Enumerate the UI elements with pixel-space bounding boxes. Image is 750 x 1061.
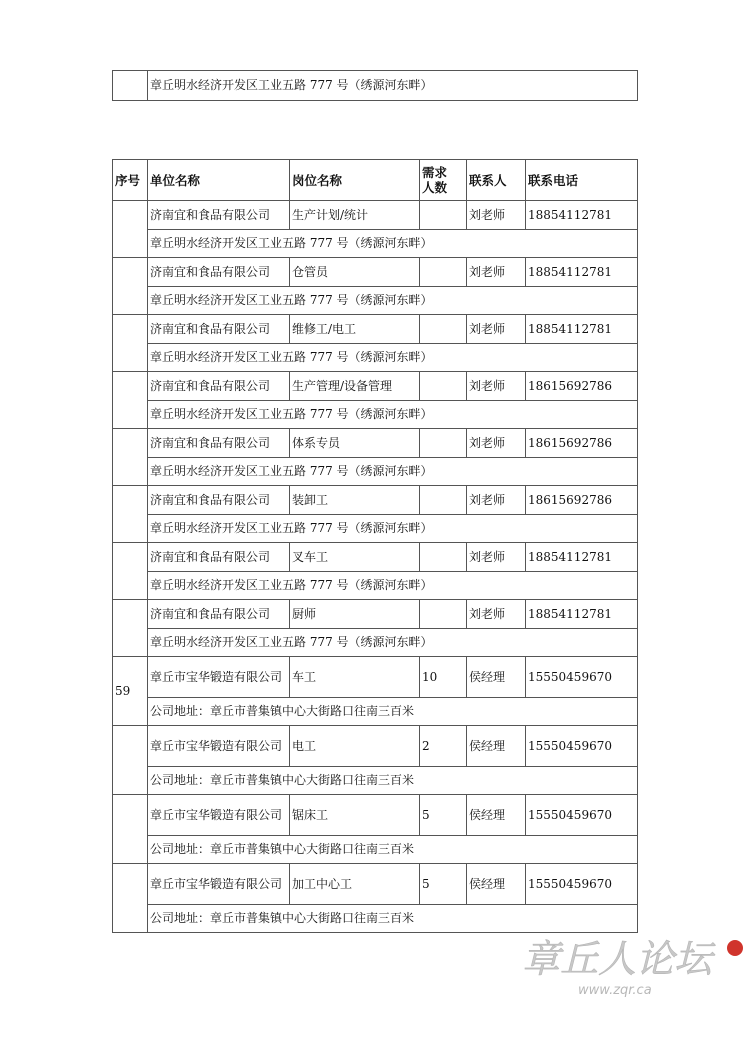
table-row <box>113 429 638 458</box>
contact-cell: 刘老师 <box>467 600 526 629</box>
contact-cell: 侯经理 <box>467 864 526 905</box>
count-cell <box>420 315 467 344</box>
phone-cell: 18854112781 <box>526 315 638 344</box>
phone-cell: 18854112781 <box>526 201 638 230</box>
watermark-url: www.zqr.ca <box>578 983 652 998</box>
phone-cell: 18615692786 <box>526 486 638 515</box>
position-cell: 装卸工 <box>290 486 420 515</box>
position-cell: 仓管员 <box>290 258 420 287</box>
contact-cell: 侯经理 <box>467 795 526 836</box>
phone-cell: 18615692786 <box>526 372 638 401</box>
count-cell: 5 <box>420 864 467 905</box>
company-cell: 济南宜和食品有限公司 <box>148 372 290 401</box>
phone-cell: 18854112781 <box>526 600 638 629</box>
company-cell: 章丘市宝华锻造有限公司 <box>148 657 290 698</box>
header-count <box>420 160 467 201</box>
position-cell: 生产计划/统计 <box>290 201 420 230</box>
contact-cell: 刘老师 <box>467 486 526 515</box>
count-cell: 2 <box>420 726 467 767</box>
header-seq: 序号 <box>113 160 148 201</box>
address-cell: 章丘明水经济开发区工业五路 777 号（绣源河东畔） <box>148 230 638 258</box>
phone-cell: 15550459670 <box>526 795 638 836</box>
seq-cell <box>113 864 148 933</box>
position-cell: 体系专员 <box>290 429 420 458</box>
forum-watermark <box>520 928 745 1000</box>
count-cell <box>420 372 467 401</box>
table-header-row <box>113 160 638 201</box>
seq-cell <box>113 429 148 486</box>
header-phone: 联系电话 <box>526 160 638 201</box>
seq-cell <box>113 726 148 795</box>
seq-cell <box>113 486 148 543</box>
table-address-row <box>113 698 638 726</box>
recruitment-table <box>112 159 638 933</box>
watermark-seal-icon <box>727 940 743 956</box>
table-row <box>113 315 638 344</box>
address-cell: 章丘明水经济开发区工业五路 777 号（绣源河东畔） <box>148 344 638 372</box>
address-cell: 章丘明水经济开发区工业五路 777 号（绣源河东畔） <box>148 458 638 486</box>
phone-cell: 15550459670 <box>526 726 638 767</box>
table-row <box>113 201 638 230</box>
header-position: 岗位名称 <box>290 160 420 201</box>
company-cell: 济南宜和食品有限公司 <box>148 258 290 287</box>
count-cell <box>420 201 467 230</box>
count-cell <box>420 600 467 629</box>
company-cell: 济南宜和食品有限公司 <box>148 543 290 572</box>
address-cell: 公司地址：章丘市普集镇中心大街路口往南三百米 <box>148 698 638 726</box>
company-cell: 济南宜和食品有限公司 <box>148 600 290 629</box>
phone-cell: 18854112781 <box>526 543 638 572</box>
table-row <box>113 795 638 836</box>
company-cell: 济南宜和食品有限公司 <box>148 429 290 458</box>
table-address-row <box>113 836 638 864</box>
address-cell: 章丘明水经济开发区工业五路 777 号（绣源河东畔） <box>148 629 638 657</box>
table-address-row <box>113 344 638 372</box>
address-cell: 章丘明水经济开发区工业五路 777 号（绣源河东畔） <box>148 515 638 543</box>
seq-cell <box>113 795 148 864</box>
count-cell <box>420 486 467 515</box>
table-address-row <box>113 287 638 315</box>
contact-cell: 刘老师 <box>467 429 526 458</box>
seq-cell <box>113 600 148 657</box>
table-row <box>113 864 638 905</box>
address-cell: 章丘明水经济开发区工业五路 777 号（绣源河东畔） <box>148 572 638 600</box>
table-row <box>113 543 638 572</box>
table-row <box>113 486 638 515</box>
address-cell: 章丘明水经济开发区工业五路 777 号（绣源河东畔） <box>148 287 638 315</box>
table-address-row <box>113 629 638 657</box>
header-count-line1: 需求 <box>422 165 448 180</box>
contact-cell: 侯经理 <box>467 726 526 767</box>
watermark-text: 章丘人论坛 <box>522 937 713 981</box>
count-cell <box>420 258 467 287</box>
address-cell: 公司地址：章丘市普集镇中心大街路口往南三百米 <box>148 767 638 795</box>
fragment-address-cell: 章丘明水经济开发区工业五路 777 号（绣源河东畔） <box>148 71 638 101</box>
header-contact: 联系人 <box>467 160 526 201</box>
position-cell: 厨师 <box>290 600 420 629</box>
count-cell: 5 <box>420 795 467 836</box>
phone-cell: 15550459670 <box>526 657 638 698</box>
position-cell: 加工中心工 <box>290 864 420 905</box>
table-address-row <box>113 515 638 543</box>
contact-cell: 刘老师 <box>467 258 526 287</box>
table-address-row <box>113 458 638 486</box>
company-cell: 章丘市宝华锻造有限公司 <box>148 795 290 836</box>
table-address-row <box>113 401 638 429</box>
table-row <box>113 600 638 629</box>
count-cell: 10 <box>420 657 467 698</box>
phone-cell: 18615692786 <box>526 429 638 458</box>
table-row <box>113 726 638 767</box>
header-company: 单位名称 <box>148 160 290 201</box>
seq-cell <box>113 258 148 315</box>
position-cell: 锯床工 <box>290 795 420 836</box>
seq-cell <box>113 543 148 600</box>
count-cell <box>420 543 467 572</box>
seq-cell <box>113 201 148 258</box>
table-address-row <box>113 230 638 258</box>
table-row <box>113 657 638 698</box>
company-cell: 章丘市宝华锻造有限公司 <box>148 864 290 905</box>
company-cell: 章丘市宝华锻造有限公司 <box>148 726 290 767</box>
company-cell: 济南宜和食品有限公司 <box>148 486 290 515</box>
contact-cell: 刘老师 <box>467 315 526 344</box>
address-cell: 章丘明水经济开发区工业五路 777 号（绣源河东畔） <box>148 401 638 429</box>
phone-cell: 15550459670 <box>526 864 638 905</box>
company-cell: 济南宜和食品有限公司 <box>148 201 290 230</box>
contact-cell: 刘老师 <box>467 201 526 230</box>
contact-cell: 刘老师 <box>467 543 526 572</box>
fragment-seq-cell <box>113 71 148 101</box>
header-count-line2: 人数 <box>422 180 448 195</box>
position-cell: 维修工/电工 <box>290 315 420 344</box>
table-address-row <box>113 572 638 600</box>
address-cell: 公司地址：章丘市普集镇中心大街路口往南三百米 <box>148 836 638 864</box>
table-row <box>113 258 638 287</box>
position-cell: 电工 <box>290 726 420 767</box>
position-cell: 叉车工 <box>290 543 420 572</box>
contact-cell: 刘老师 <box>467 372 526 401</box>
position-cell: 生产管理/设备管理 <box>290 372 420 401</box>
seq-cell <box>113 315 148 372</box>
position-cell: 车工 <box>290 657 420 698</box>
table-row <box>113 372 638 401</box>
table-address-row <box>113 767 638 795</box>
phone-cell: 18854112781 <box>526 258 638 287</box>
address-fragment-table <box>112 70 638 101</box>
contact-cell: 侯经理 <box>467 657 526 698</box>
seq-cell <box>113 372 148 429</box>
count-cell <box>420 429 467 458</box>
company-cell: 济南宜和食品有限公司 <box>148 315 290 344</box>
address-cell: 公司地址：章丘市普集镇中心大街路口往南三百米 <box>148 905 638 933</box>
seq-cell: 59 <box>113 657 148 726</box>
